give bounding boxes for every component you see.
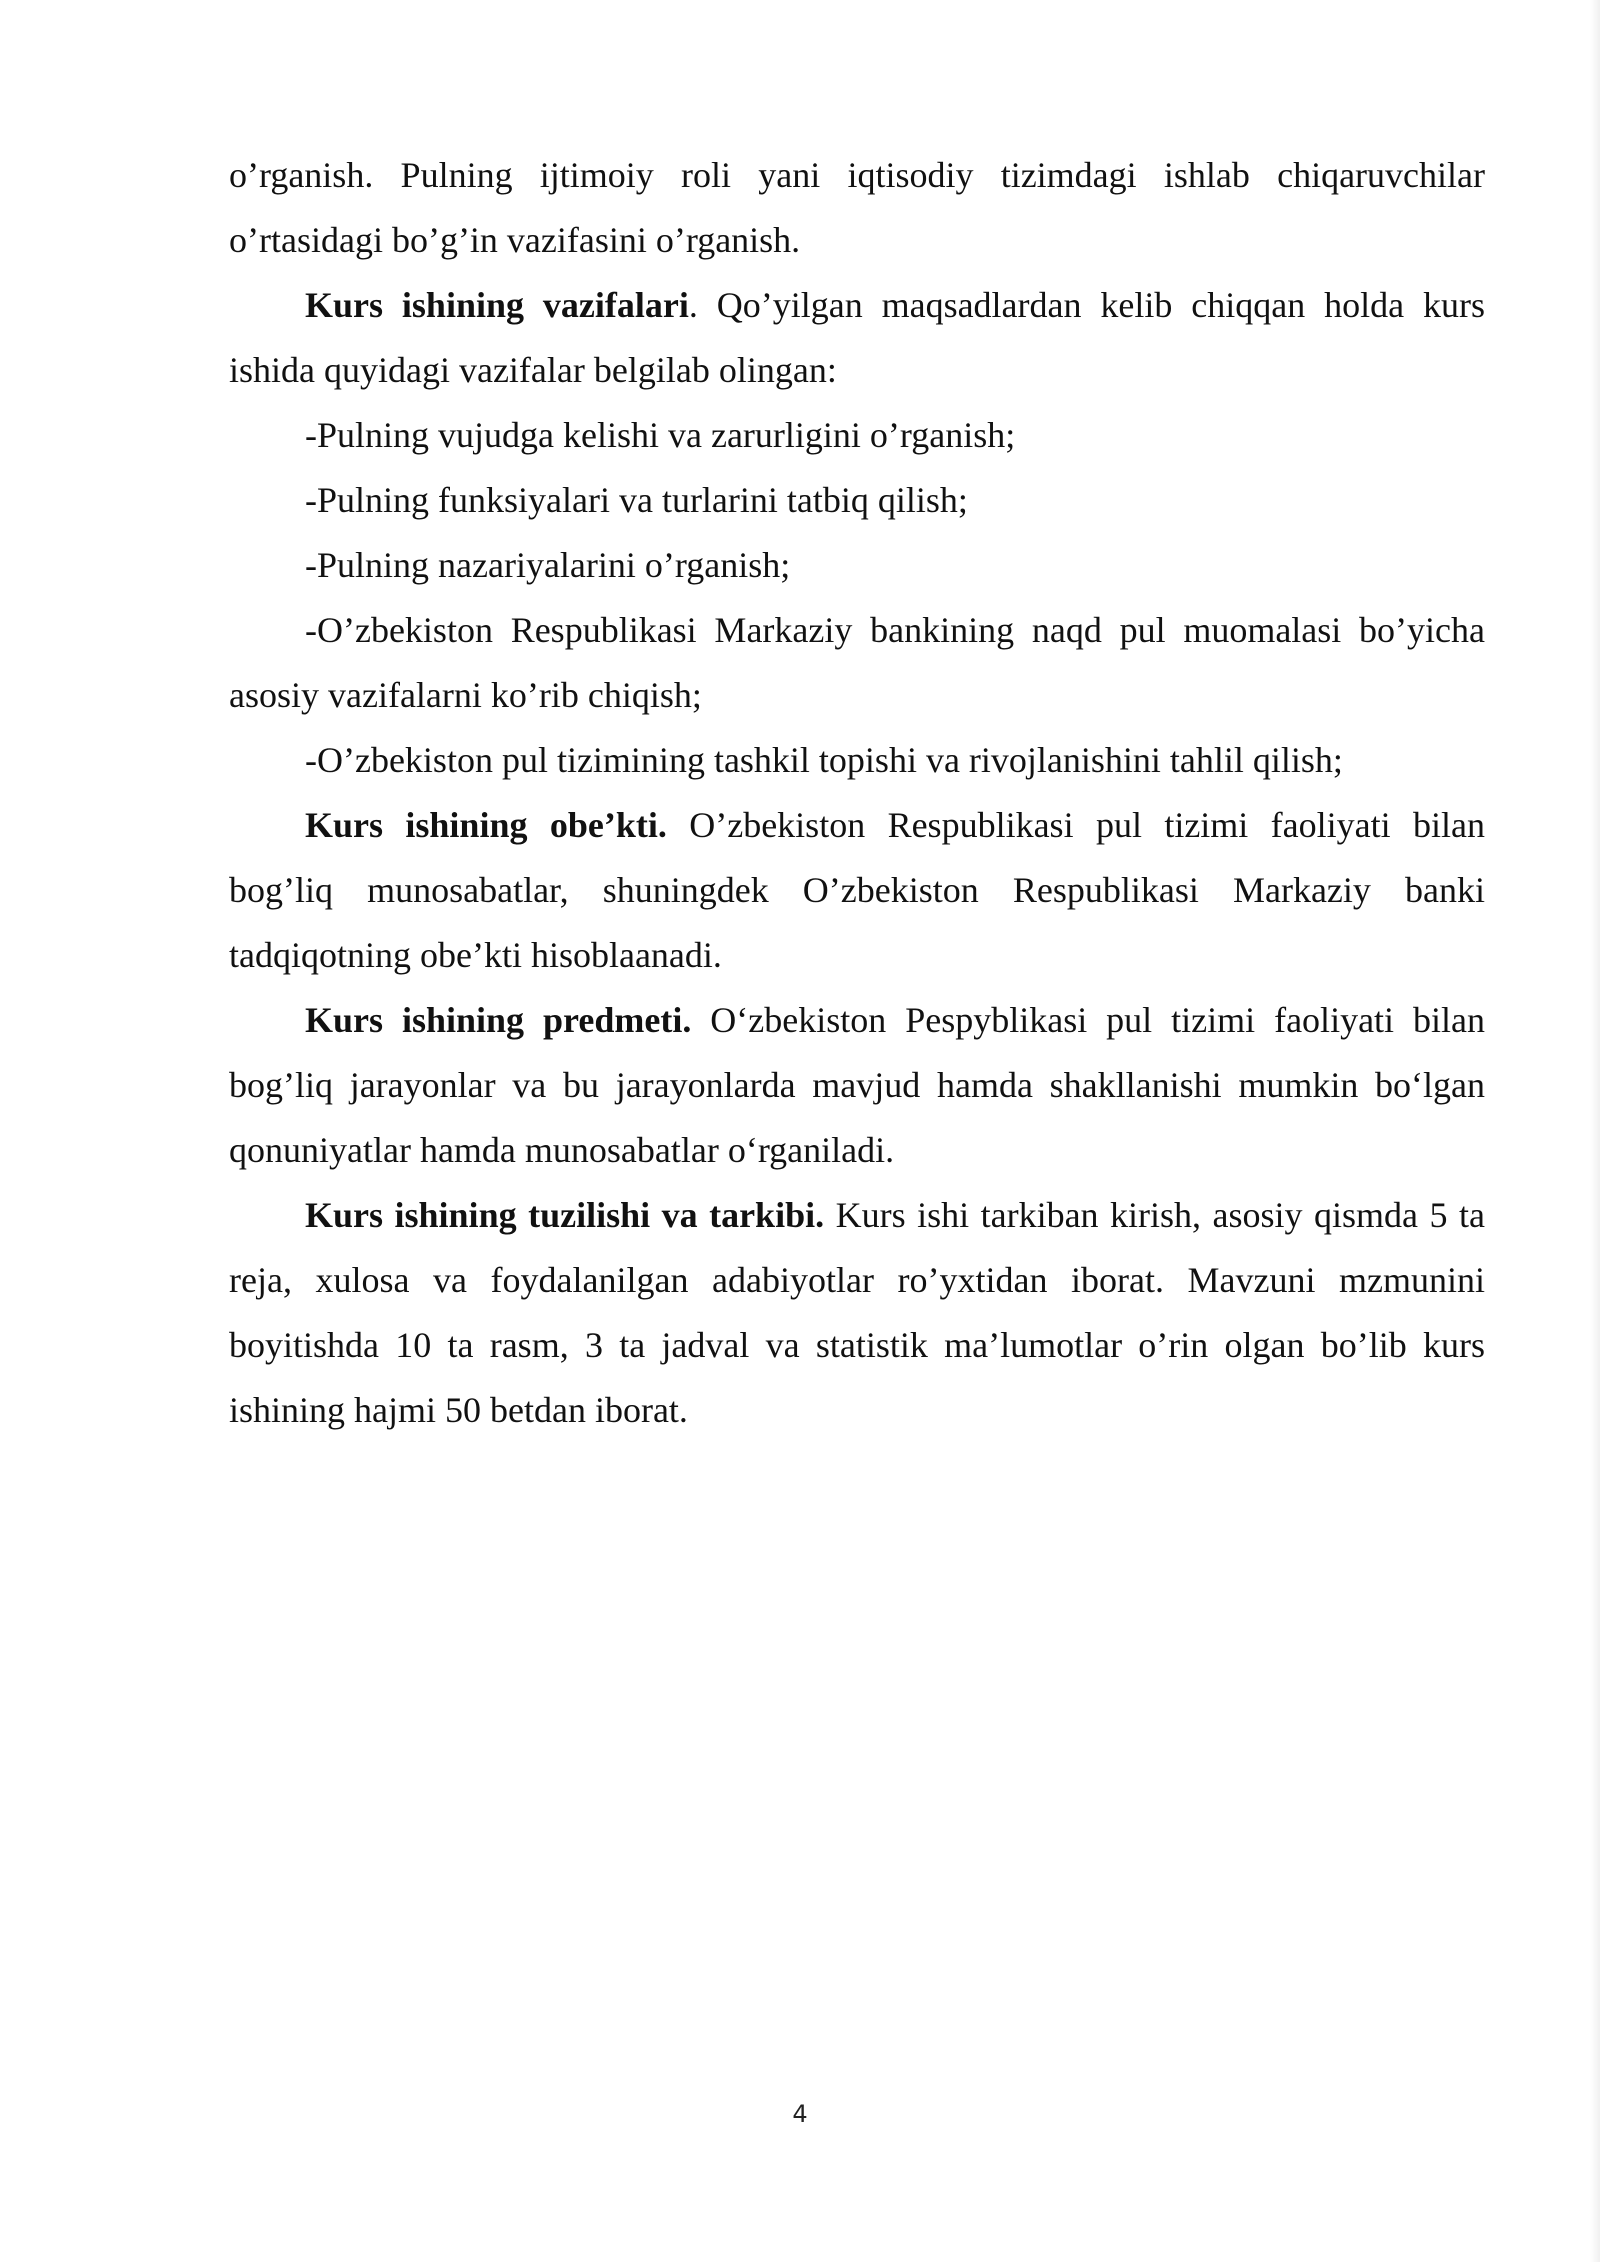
page-number: 4 (792, 2100, 808, 2128)
paragraph-heading: Kurs ishining obe’kti. (305, 805, 667, 845)
document-body (229, 143, 1485, 1443)
paragraph-text: Kurs ishi tarkiban kirish, asosiy qismda 5 ta reja, xulosa va foydalanilgan adabiyotlar ro’yxtidan iborat. Mavzuni mzmunini boyitishda 10 ta rasm, 3 ta jadval va statistik ma’lumotlar o’rin olgan bo’lib kurs ishining hajmi 50 betdan iborat. (229, 1195, 1485, 1430)
task-item-text: -Pulning nazariyalarini o’rganish; (305, 545, 791, 585)
paragraph-text: O’zbekiston Respublikasi pul tizimi faoliyati bilan bog’liq munosabatlar, shuningdek O’zbekiston Respublikasi Markaziy banki tadqiqotning obe’kti hisoblaanadi. (229, 805, 1485, 975)
paragraph-text: o’rganish. Pulning ijtimoiy roli yani iqtisodiy tizimdagi ishlab chiqaruvchilar o’rtasidagi bo’g’in vazifasini o’rganish. (229, 155, 1485, 260)
task-item-text: -Pulning funksiyalari va turlarini tatbiq qilish; (305, 480, 968, 520)
paragraph-heading: Kurs ishining predmeti. (305, 1000, 692, 1040)
task-item-text: -O’zbekiston pul tizimining tashkil topishi va rivojlanishini tahlil qilish; (305, 740, 1343, 780)
task-item-text: -O’zbekiston Respublikasi Markaziy bankining naqd pul muomalasi bo’yicha asosiy vazifalarni ko’rib chiqish; (229, 610, 1485, 715)
paragraph-intro-continuation (229, 143, 1485, 273)
task-item-text: -Pulning vujudga kelishi va zarurligini o’rganish; (305, 415, 1016, 455)
paragraph-subject (229, 988, 1485, 1183)
page-edge-shadow (1590, 0, 1600, 2262)
task-item (229, 533, 1485, 598)
task-item (229, 403, 1485, 468)
task-item (229, 598, 1485, 728)
paragraph-object (229, 793, 1485, 988)
task-item (229, 468, 1485, 533)
paragraph-structure (229, 1183, 1485, 1443)
paragraph-heading: Kurs ishining tuzilishi va tarkibi. (305, 1195, 825, 1235)
paragraph-text: . Qo’yilgan maqsadlardan kelib chiqqan holda kurs ishida quyidagi vazifalar belgilab olingan: (229, 285, 1485, 390)
paragraph-heading: Kurs ishining vazifalari (305, 285, 689, 325)
paragraph-tasks (229, 273, 1485, 403)
task-item (229, 728, 1485, 793)
paragraph-text: O‘zbekiston Pespyblikasi pul tizimi faoliyati bilan bog’liq jarayonlar va bu jarayonlarda mavjud hamda shakllanishi mumkin bo‘lgan qonuniyatlar hamda munosabatlar o‘rganiladi. (229, 1000, 1485, 1170)
